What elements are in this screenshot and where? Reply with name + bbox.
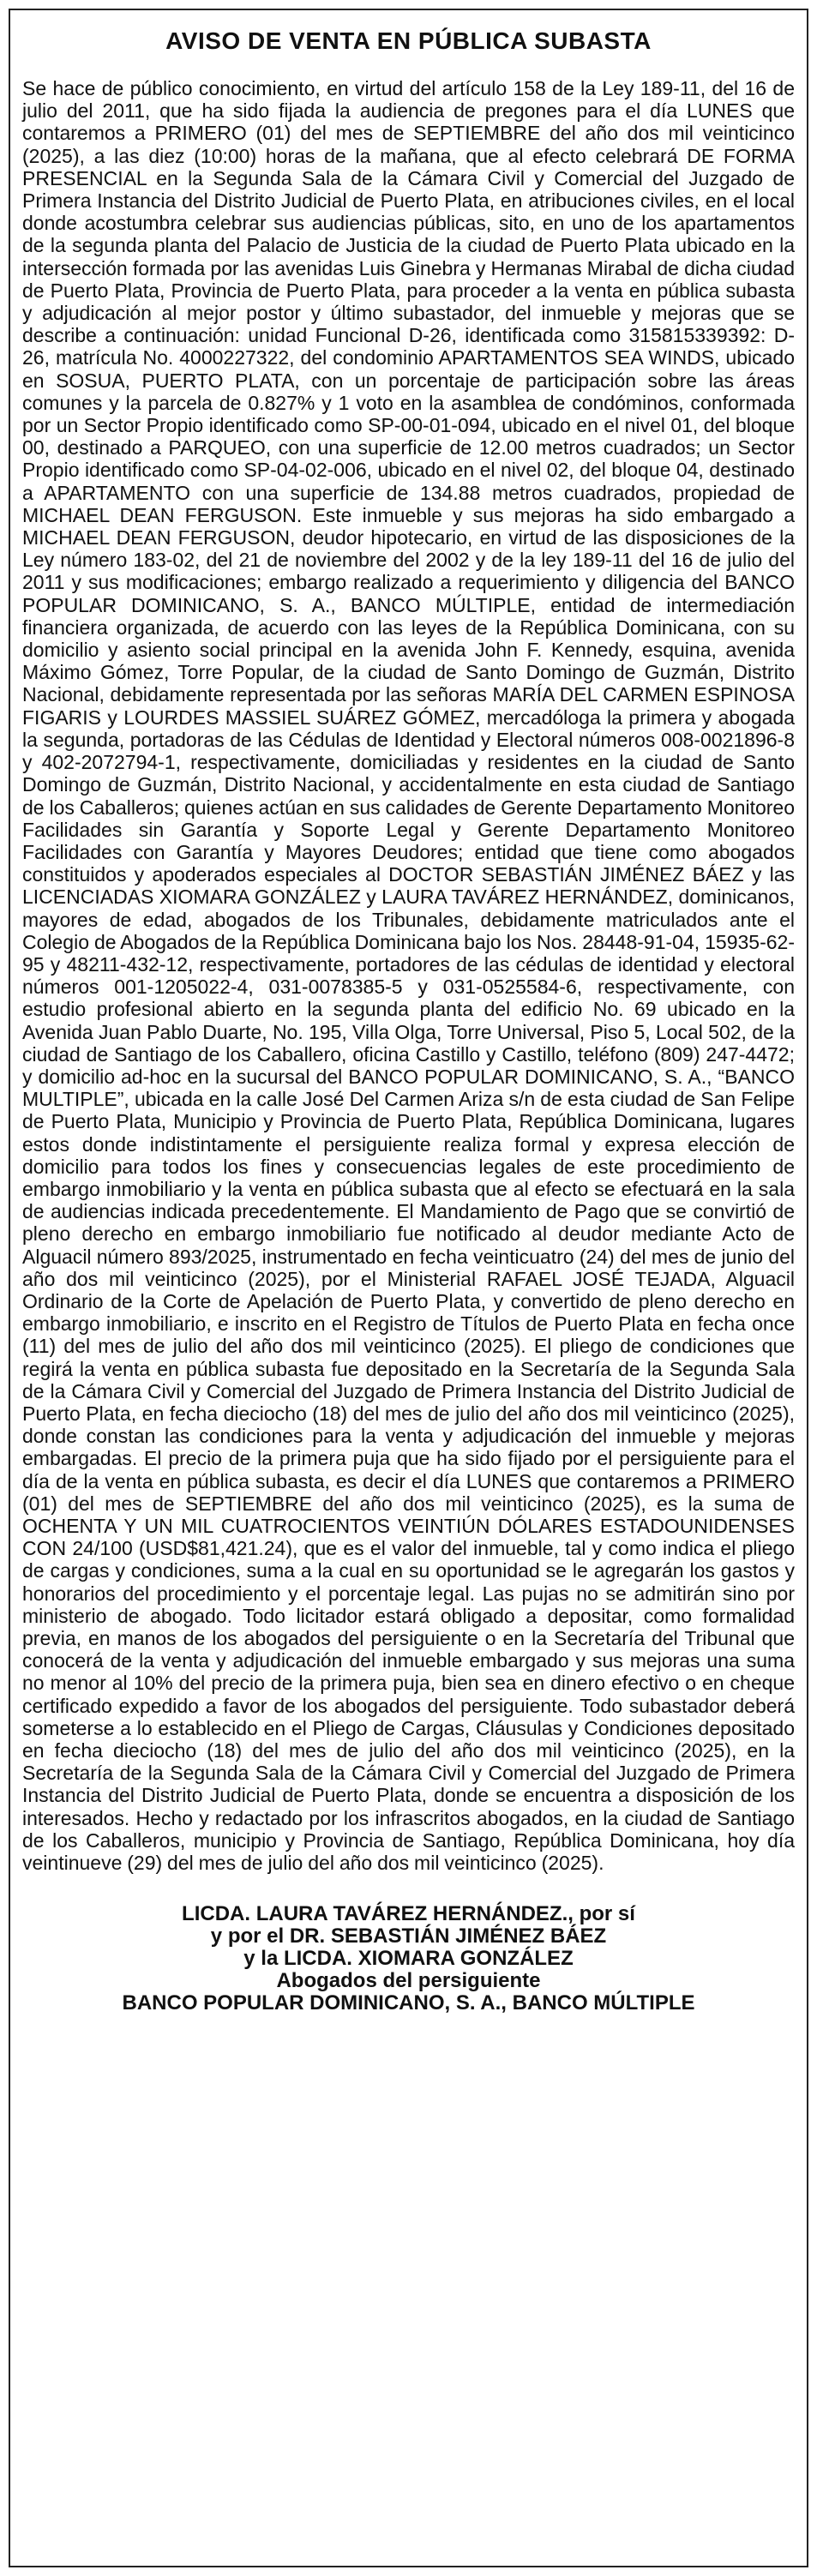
signature-line-1: LICDA. LAURA TAVÁREZ HERNÁNDEZ., por sí [182, 1902, 635, 1926]
signature-line-3: y la LICDA. XIOMARA GONZÁLEZ [243, 1947, 574, 1971]
signature-line-2: y por el DR. SEBASTIÁN JIMÉNEZ BÁEZ [210, 1924, 607, 1949]
signature-line-4: Abogados del persiguiente [276, 1969, 541, 1993]
signature-line-5: BANCO POPULAR DOMINICANO, S. A., BANCO MÚLTIPLE [122, 1991, 695, 2015]
notice-body: Se hace de público conocimiento, en virtud del artículo 158 de la Ley 189-11, del 16 de julio del 2011, que ha sido fijada la audiencia de pregones para el día LUNES que contaremos a PRIMERO (01) del mes de SEPTIEMBRE del año dos mil veinticinco (2025), a las diez (10:00) horas de la mañana, que al efecto celebrará DE FORMA PRESENCIAL en la Segunda Sala de la Cámara Civil y Comercial del Juzgado de Primera Instancia del Distrito Judicial de Puerto Plata, en atribuciones civiles, en el local donde acostumbra celebrar sus audiencias públicas, sito, en uno de los apartamentos de la segunda planta del Palacio de Justicia de la ciudad de Puerto Plata ubicado en la intersección formada por las avenidas Luis Ginebra y Hermanas Mirabal de dicha ciudad de Puerto Plata, Provincia de Puerto Plata, para proceder a la venta en pública subasta y adjudicación al mejor postor y último subastador, del inmueble y mejoras que se describe a continuación: unidad Funcional D-26, identificada como 315815339392: D-26, matrícula No. 4000227322, del condominio APARTAMENTOS SEA WINDS, ubicado en SOSUA, PUERTO PLATA, con un porcentaje de participación sobre las áreas comunes y la parcela de 0.827% y 1 voto en la asamblea de condóminos, conformada por un Sector Propio identificado como SP-00-01-094, ubicado en el nivel 01, del bloque 00, destinado a PARQUEO, con una superficie de 12.00 metros cuadrados; un Sector Propio identificado como SP-04-02-006, ubicado en el nivel 02, del bloque 04, destinado a APARTAMENTO con una superficie de 134.88 metros cuadrados, propiedad de MICHAEL DEAN FERGUSON. Este inmueble y sus mejoras ha sido embargado a MICHAEL DEAN FERGUSON, deudor hipotecario, en virtud de las disposiciones de la Ley número 183-02, del 21 de noviembre del 2002 y de la ley 189-11 del 16 de julio del 2011 y sus modificaciones; embargo realizado a requerimiento y diligencia del BANCO POPULAR DOMINICANO, S. A., BANCO MÚLTIPLE, entidad de intermediación financiera organizada, de acuerdo con las leyes de la República Dominicana, con su domicilio y asiento social principal en la avenida John F. Kennedy, esquina, avenida Máximo Gómez, Torre Popular, de la ciudad de Santo Domingo de Guzmán, Distrito Nacional, debidamente representada por las señoras MARÍA DEL CARMEN ESPINOSA FIGARIS y LOURDES MASSIEL SUÁREZ GÓMEZ, mercadóloga la primera y abogada la segunda, portadoras de las Cédulas de Identidad y Electoral números 008-0021896-8 y 402-2072794-1, respectivamente, domiciliadas y residentes en la ciudad de Santo Domingo de Guzmán, Distrito Nacional, y accidentalmente en esta ciudad de Santiago de los Caballeros; quienes actúan en sus calidades de Gerente Departamento Monitoreo Facilidades sin Garantía y Soporte Legal y Gerente Departamento Monitoreo Facilidades con Garantía y Mayores Deudores; entidad que tiene como abogados constituidos y apoderados especiales al DOCTOR SEBASTIÁN JIMÉNEZ BÁEZ y las LICENCIADAS XIOMARA GONZÁLEZ y LAURA TAVÁREZ HERNÁNDEZ, dominicanos, mayores de edad, abogados de los Tribunales, debidamente matriculados ante el Colegio de Abogados de la República Dominicana bajo los Nos. 28448-91-04, 15935-62-95 y 48211-432-12, respectivamente, portadores de las cédulas de identidad y electoral números 001-1205022-4, 031-0078385-5 y 031-0525584-6, respectivamente, con estudio profesional abierto en la segunda planta del edificio No. 69 ubicado en la Avenida Juan Pablo Duarte, No. 195, Villa Olga, Torre Universal, Piso 5, Local 502, de la ciudad de Santiago de los Caballero, oficina Castillo y Castillo, teléfono (809) 247-4472; y domicilio ad-hoc en la sucursal del BANCO POPULAR DOMINICANO, S. A., “BANCO MULTIPLE”, ubicada en la calle José Del Carmen Ariza s/n de esta ciudad de San Felipe de Puerto Plata, Municipio y Provincia de Puerto Plata, República Dominicana, lugares estos donde indistintamente el persiguiente realiza formal y expresa elección de domicilio para todos los fines y consecuencias legales de este procedimiento de embargo inmobiliario y la venta en pública subasta que al efecto se efectuará en la sala de audiencias indicada precedentemente. El Mandamiento de Pago que se convirtió de pleno derecho en embargo inmobiliario fue notificado al deudor mediante Acto de Alguacil número 893/2025, instrumentado en fecha veinticuatro (24) del mes de junio del año dos mil veinticinco (2025), por el Ministerial RAFAEL JOSÉ TEJADA, Alguacil Ordinario de la Corte de Apelación de Puerto Plata, y convertido de pleno derecho en embargo inmobiliario, e inscrito en el Registro de Títulos de Puerto Plata en fecha once (11) del mes de julio del año dos mil veinticinco (2025). El pliego de condiciones que regirá la venta en pública subasta fue depositado en la Secretaría de la Segunda Sala de la Cámara Civil y Comercial del Juzgado de Primera Instancia del Distrito Judicial de Puerto Plata, en fecha dieciocho (18) del mes de julio del año dos mil veinticinco (2025), donde constan las condiciones para la venta y adjudicación del inmueble y mejoras embargadas. El precio de la primera puja que ha sido fijado por el persiguiente para el día de la venta en pública subasta, es decir el día LUNES que contaremos a PRIMERO (01) del mes de SEPTIEMBRE del año dos mil veinticinco (2025), es la suma de OCHENTA Y UN MIL CUATROCIENTOS VEINTIÚN DÓLARES ESTADOUNIDENSES CON 24/100 (USD$81,421.24), que es el valor del inmueble, tal y como indica el pliego de cargas y condiciones, suma a la cual en su oportunidad se le agregarán los gastos y honorarios del procedimiento y el porcentaje legal. Las pujas no se admitirán sino por ministerio de abogado. Todo licitador estará obligado a depositar, como formalidad previa, en manos de los abogados del persiguiente o en la Secretaría del Tribunal que conocerá de la venta y adjudicación del inmueble embargado y sus mejoras una suma no menor al 10% del precio de la primera puja, bien sea en dinero efectivo o en cheque certificado expedido a favor de los abogados del persiguiente. Todo subastador deberá someterse a lo establecido en el Pliego de Cargas, Cláusulas y Condiciones depositado en fecha dieciocho (18) del mes de julio del año dos mil veinticinco (2025), en la Secretaría de la Segunda Sala de la Cámara Civil y Comercial del Juzgado de Primera Instancia del Distrito Judicial de Puerto Plata, donde se encuentra a disposición de los interesados. Hecho y redactado por los infrascritos abogados, en la ciudad de Santiago de los Caballeros, municipio y Provincia de Santiago, República Dominicana, hoy día veintinueve (29) del mes de julio del año dos mil veinticinco (2025). [22, 77, 796, 1875]
notice-title: AVISO DE VENTA EN PÚBLICA SUBASTA [165, 27, 652, 54]
notice-content [22, 24, 795, 2015]
signature-block [22, 1903, 795, 2015]
